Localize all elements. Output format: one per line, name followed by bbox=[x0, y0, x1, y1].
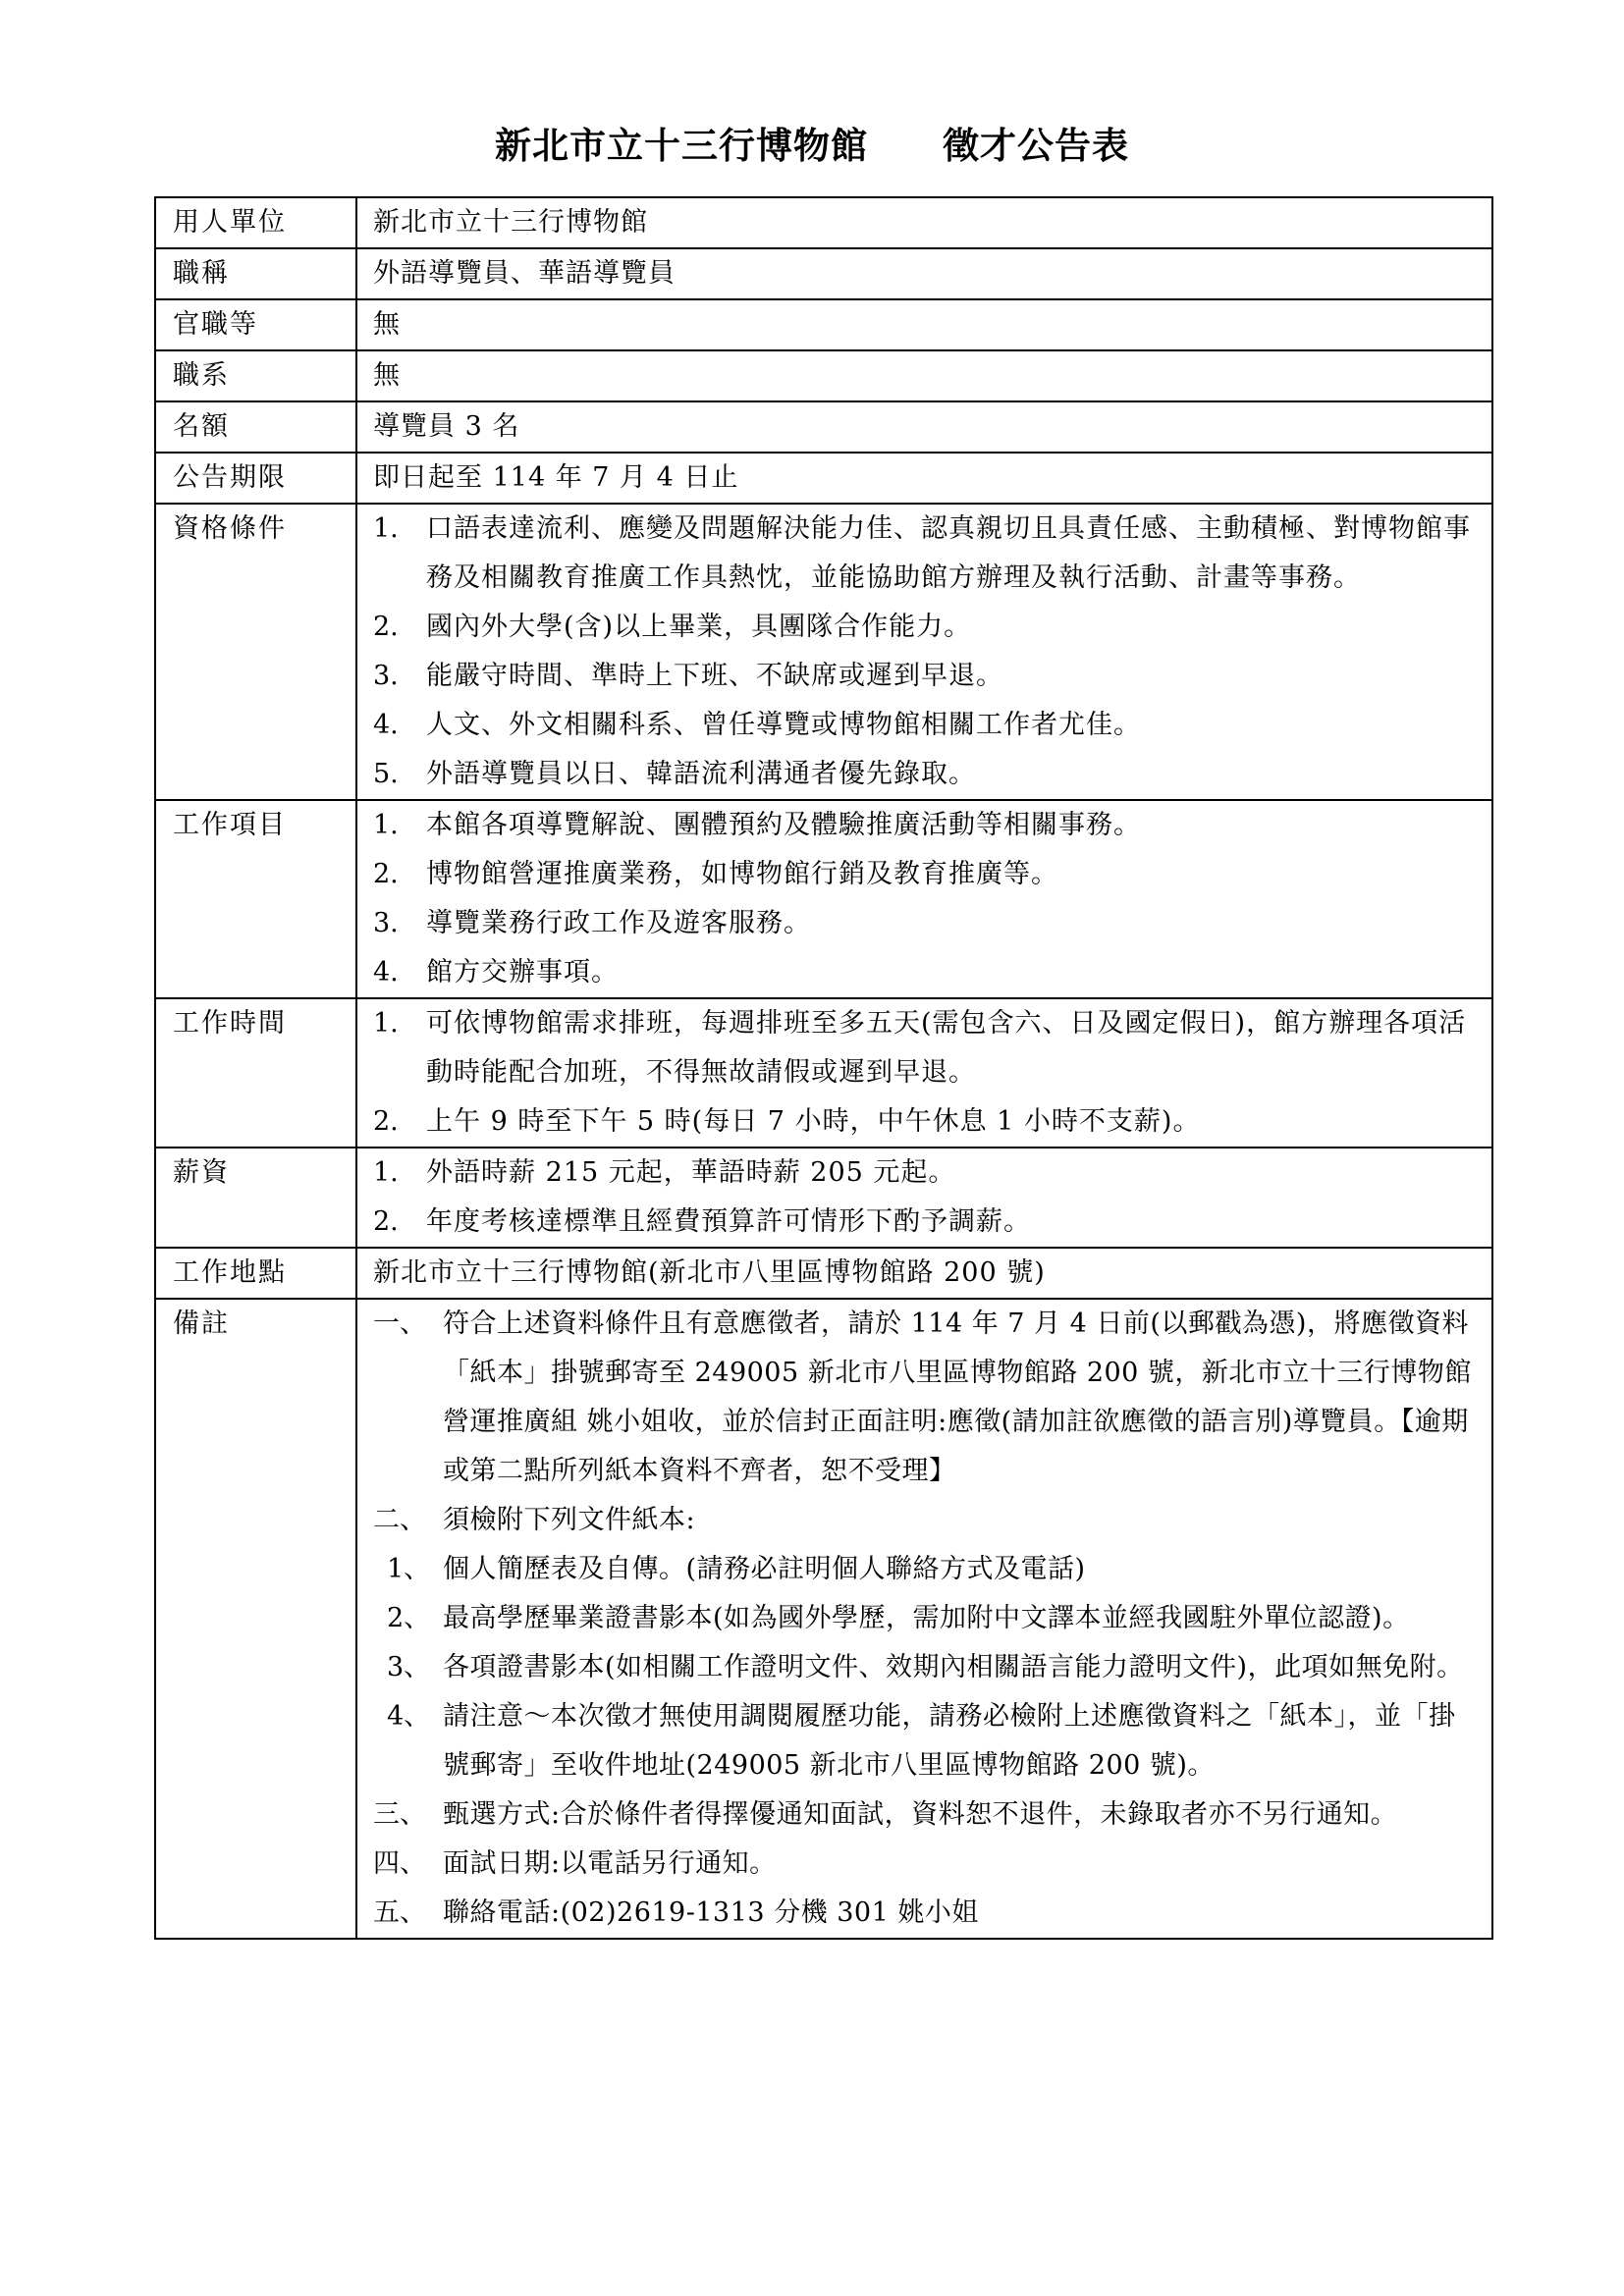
value-salary bbox=[356, 1148, 1492, 1248]
remark-number: 二、 bbox=[373, 1505, 426, 1535]
row-unit bbox=[155, 197, 1492, 248]
list-item bbox=[373, 899, 1480, 948]
remark-item bbox=[373, 1496, 1480, 1545]
value-quota: 導覽員 3 名 bbox=[356, 401, 1492, 453]
document-number: 1、 bbox=[387, 1554, 431, 1584]
list-item bbox=[373, 1097, 1480, 1147]
item-number: 2. bbox=[373, 612, 399, 642]
list-item bbox=[373, 701, 1480, 750]
row-position bbox=[155, 248, 1492, 299]
item-number: 2. bbox=[373, 859, 399, 889]
list-item bbox=[373, 652, 1480, 701]
item-number: 3. bbox=[373, 908, 399, 938]
value-duties bbox=[356, 800, 1492, 998]
list-item bbox=[373, 999, 1480, 1097]
row-location bbox=[155, 1248, 1492, 1299]
item-number: 5. bbox=[373, 759, 399, 789]
item-text: 上午 9 時至下午 5 時(每日 7 小時，中午休息 1 小時不支薪)。 bbox=[426, 1106, 1201, 1137]
document-item bbox=[373, 1545, 1480, 1594]
list-item bbox=[373, 750, 1480, 799]
item-text: 導覽業務行政工作及遊客服務。 bbox=[426, 908, 811, 938]
label-rank: 官職等 bbox=[155, 299, 356, 350]
list-item bbox=[373, 1148, 1480, 1198]
document-item bbox=[373, 1692, 1480, 1790]
label-quota: 名額 bbox=[155, 401, 356, 453]
remark-number: 五、 bbox=[373, 1897, 426, 1928]
row-rank bbox=[155, 299, 1492, 350]
item-number: 2. bbox=[373, 1206, 399, 1237]
row-duties bbox=[155, 800, 1492, 998]
item-number: 1. bbox=[373, 1157, 399, 1188]
value-location: 新北市立十三行博物館(新北市八里區博物館路 200 號) bbox=[356, 1248, 1492, 1299]
recruitment-table bbox=[154, 196, 1493, 1940]
row-series bbox=[155, 350, 1492, 401]
label-duties: 工作項目 bbox=[155, 800, 356, 998]
document-text: 各項證書影本(如相關工作證明文件、效期內相關語言能力證明文件)，此項如無免附。 bbox=[443, 1652, 1464, 1682]
remark-text: 符合上述資料條件且有意應徵者，請於 114 年 7 月 4 日前(以郵戳為憑)，將應徵資料「紙本」掛號郵寄至 249005 新北市八里區博物館路 200 號，新北市立十三行博物館 營運推廣組 姚小姐收，並於信封正面註明:應徵(請加註欲應徵的語言別)導覽員。【逾期或第二點所列紙本資料不齊者，恕不受理】 bbox=[443, 1308, 1472, 1486]
row-qualifications bbox=[155, 504, 1492, 800]
item-number: 4. bbox=[373, 710, 399, 740]
item-text: 外語時薪 215 元起，華語時薪 205 元起。 bbox=[426, 1157, 956, 1188]
document-item bbox=[373, 1594, 1480, 1643]
value-hours bbox=[356, 998, 1492, 1148]
item-number: 3. bbox=[373, 661, 399, 691]
item-text: 人文、外文相關科系、曾任導覽或博物館相關工作者尤佳。 bbox=[426, 710, 1141, 740]
label-salary: 薪資 bbox=[155, 1148, 356, 1248]
value-rank: 無 bbox=[356, 299, 1492, 350]
value-qualifications bbox=[356, 504, 1492, 800]
list-item bbox=[373, 801, 1480, 850]
remark-number: 三、 bbox=[373, 1799, 426, 1830]
value-position: 外語導覽員、華語導覽員 bbox=[356, 248, 1492, 299]
remark-item bbox=[373, 1840, 1480, 1889]
item-text: 可依博物館需求排班，每週排班至多五天(需包含六、日及國定假日)，館方辦理各項活動時能配合加班，不得無故請假或遲到早退。 bbox=[426, 1008, 1467, 1088]
document-text: 請注意～本次徵才無使用調閱履歷功能，請務必檢附上述應徵資料之「紙本」，並「掛號郵寄」至收件地址(249005 新北市八里區博物館路 200 號)。 bbox=[443, 1701, 1456, 1781]
item-text: 國內外大學(含)以上畢業，具團隊合作能力。 bbox=[426, 612, 972, 642]
row-period bbox=[155, 453, 1492, 504]
value-unit: 新北市立十三行博物館 bbox=[356, 197, 1492, 248]
item-number: 1. bbox=[373, 810, 399, 840]
item-number: 1. bbox=[373, 1008, 399, 1039]
label-series: 職系 bbox=[155, 350, 356, 401]
item-text: 外語導覽員以日、韓語流利溝通者優先錄取。 bbox=[426, 759, 976, 789]
label-hours: 工作時間 bbox=[155, 998, 356, 1148]
value-period: 即日起至 114 年 7 月 4 日止 bbox=[356, 453, 1492, 504]
document-item bbox=[373, 1643, 1480, 1692]
document-text: 最高學歷畢業證書影本(如為國外學歷，需加附中文譯本並經我國駐外單位認證)。 bbox=[443, 1603, 1410, 1633]
item-text: 博物館營運推廣業務，如博物館行銷及教育推廣等。 bbox=[426, 859, 1058, 889]
list-item bbox=[373, 948, 1480, 997]
remark-item bbox=[373, 1790, 1480, 1840]
label-qualifications: 資格條件 bbox=[155, 504, 356, 800]
row-quota bbox=[155, 401, 1492, 453]
document-number: 4、 bbox=[387, 1701, 431, 1732]
remark-text: 聯絡電話:(02)2619-1313 分機 301 姚小姐 bbox=[443, 1897, 979, 1928]
label-period: 公告期限 bbox=[155, 453, 356, 504]
row-salary bbox=[155, 1148, 1492, 1248]
item-text: 口語表達流利、應變及問題解決能力佳、認真親切且具責任感、主動積極、對博物館事務及相關教育推廣工作具熱忱，並能協助館方辦理及執行活動、計畫等事務。 bbox=[426, 513, 1471, 593]
label-unit: 用人單位 bbox=[155, 197, 356, 248]
item-number: 4. bbox=[373, 957, 399, 988]
value-remarks bbox=[356, 1299, 1492, 1939]
remark-number: 一、 bbox=[373, 1308, 426, 1339]
list-item bbox=[373, 850, 1480, 899]
remark-text: 面試日期:以電話另行通知。 bbox=[443, 1848, 777, 1879]
list-item bbox=[373, 1198, 1480, 1247]
remark-item bbox=[373, 1889, 1480, 1938]
document-number: 3、 bbox=[387, 1652, 431, 1682]
item-text: 館方交辦事項。 bbox=[426, 957, 619, 988]
remark-number: 四、 bbox=[373, 1848, 426, 1879]
remark-text: 須檢附下列文件紙本: bbox=[443, 1505, 696, 1535]
row-remarks bbox=[155, 1299, 1492, 1939]
remark-text: 甄選方式:合於條件者得擇優通知面試，資料恕不退件，未錄取者亦不另行通知。 bbox=[443, 1799, 1398, 1830]
label-remarks: 備註 bbox=[155, 1299, 356, 1939]
page-title: 新北市立十三行博物館 徵才公告表 bbox=[495, 125, 1129, 167]
item-text: 能嚴守時間、準時上下班、不缺席或遲到早退。 bbox=[426, 661, 1003, 691]
row-hours bbox=[155, 998, 1492, 1148]
value-series: 無 bbox=[356, 350, 1492, 401]
item-text: 年度考核達標準且經費預算許可情形下酌予調薪。 bbox=[426, 1206, 1031, 1237]
remark-item bbox=[373, 1300, 1480, 1496]
list-item bbox=[373, 603, 1480, 652]
label-location: 工作地點 bbox=[155, 1248, 356, 1299]
item-number: 1. bbox=[373, 513, 399, 544]
list-item bbox=[373, 505, 1480, 603]
label-position: 職稱 bbox=[155, 248, 356, 299]
item-text: 本館各項導覽解說、團體預約及體驗推廣活動等相關事務。 bbox=[426, 810, 1141, 840]
item-number: 2. bbox=[373, 1106, 399, 1137]
document-number: 2、 bbox=[387, 1603, 431, 1633]
document-text: 個人簡歷表及自傳。(請務必註明個人聯絡方式及電話) bbox=[443, 1554, 1086, 1584]
